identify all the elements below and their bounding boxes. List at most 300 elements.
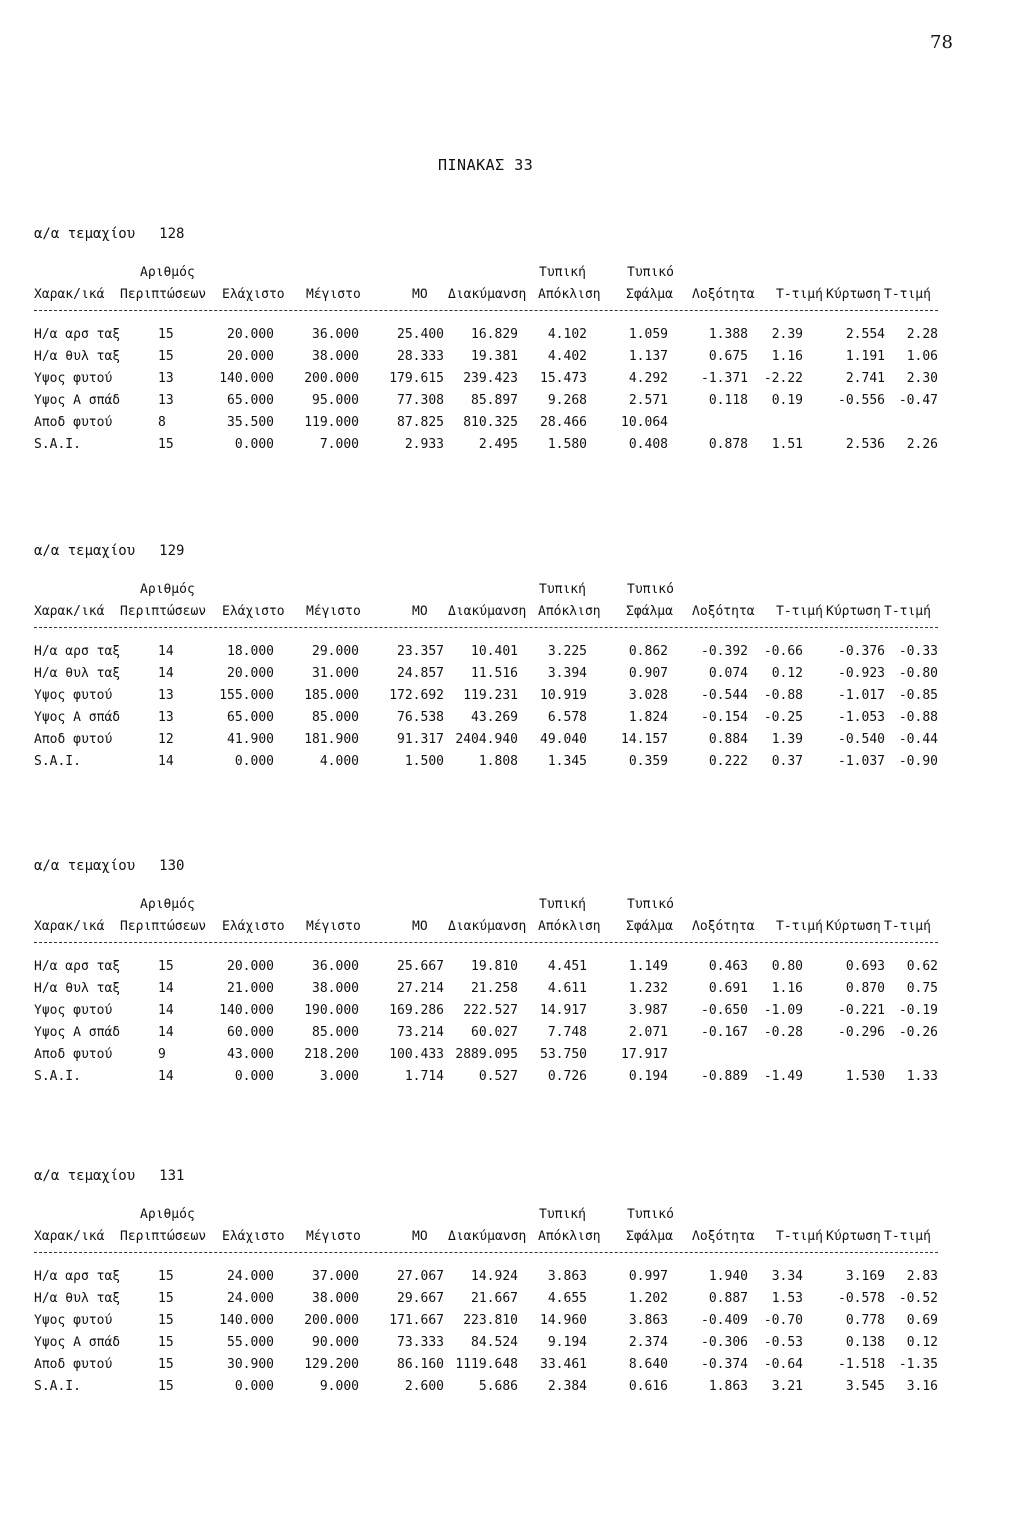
table-cell: 9 xyxy=(158,1047,166,1062)
table-cell: Η/α αρσ ταξ xyxy=(34,644,121,659)
table-cell: -0.374 xyxy=(701,1357,748,1372)
table-cell: 85.897 xyxy=(471,393,518,408)
table-cell: 0.12 xyxy=(771,666,803,681)
table-cell: 24.857 xyxy=(397,666,444,681)
table-cell: 35.500 xyxy=(227,415,274,430)
header-cell: Τυπική xyxy=(539,582,586,597)
header-cell: Αριθμός xyxy=(140,582,195,597)
table-cell: -0.306 xyxy=(701,1335,748,1350)
table-cell: 15 xyxy=(158,1269,174,1284)
table-cell: 2.554 xyxy=(845,327,885,342)
table-cell: 2.39 xyxy=(771,327,803,342)
table-cell: 14 xyxy=(158,1003,174,1018)
table-cell: 3.21 xyxy=(771,1379,803,1394)
table-cell: 91.317 xyxy=(397,732,444,747)
table-row xyxy=(0,371,1024,393)
table-cell: -0.923 xyxy=(838,666,885,681)
table-cell: 1.714 xyxy=(404,1069,444,1084)
table-cell: -0.53 xyxy=(763,1335,803,1350)
table-row xyxy=(0,1379,1024,1401)
table-cell: -0.88 xyxy=(763,688,803,703)
table-cell: -0.221 xyxy=(838,1003,885,1018)
header-cell: Μέγιστο xyxy=(306,604,361,619)
table-row xyxy=(0,688,1024,710)
table-cell: 25.400 xyxy=(397,327,444,342)
table-cell: 1.808 xyxy=(478,754,518,769)
table-cell: 11.516 xyxy=(471,666,518,681)
table-cell: -0.25 xyxy=(763,710,803,725)
table-cell: 9.268 xyxy=(547,393,587,408)
header-cell: Διακύμανση xyxy=(448,604,527,619)
table-cell: 19.381 xyxy=(471,349,518,364)
table-cell: 1.388 xyxy=(708,327,748,342)
header-cell: Τυπική xyxy=(539,897,586,912)
table-cell: 0.222 xyxy=(708,754,748,769)
header-cell: Απόκλιση xyxy=(538,287,601,302)
table-cell: 86.160 xyxy=(397,1357,444,1372)
table-cell: 1.500 xyxy=(404,754,444,769)
table-cell: -0.296 xyxy=(838,1025,885,1040)
table-cell: 1.149 xyxy=(628,959,668,974)
block-title xyxy=(34,226,184,242)
table-cell: 0.887 xyxy=(708,1291,748,1306)
header-cell: Τ-τιμή xyxy=(884,287,931,302)
table-cell: 13 xyxy=(158,688,174,703)
header-cell: Λοξότητα xyxy=(692,604,755,619)
table-cell: 4.451 xyxy=(547,959,587,974)
table-cell: 1.53 xyxy=(771,1291,803,1306)
table-cell: 13 xyxy=(158,393,174,408)
table-cell: 18.000 xyxy=(227,644,274,659)
header-row xyxy=(0,1229,1024,1247)
header-cell: Κύρτωση xyxy=(826,919,881,934)
table-cell: 65.000 xyxy=(227,393,274,408)
header-cell: Αριθμός xyxy=(140,1207,195,1222)
table-cell: -0.19 xyxy=(898,1003,938,1018)
table-cell: 2.83 xyxy=(906,1269,938,1284)
table-cell: 4.611 xyxy=(547,981,587,996)
table-cell: -0.376 xyxy=(838,644,885,659)
table-cell: 129.200 xyxy=(304,1357,359,1372)
table-cell: -0.650 xyxy=(701,1003,748,1018)
header-cell: Μέγιστο xyxy=(306,287,361,302)
table-cell: 21.000 xyxy=(227,981,274,996)
table-cell: 172.692 xyxy=(389,688,444,703)
table-cell: 43.269 xyxy=(471,710,518,725)
table-cell: 33.461 xyxy=(540,1357,587,1372)
table-cell: 100.433 xyxy=(389,1047,444,1062)
table-cell: 65.000 xyxy=(227,710,274,725)
table-cell: -1.518 xyxy=(838,1357,885,1372)
table-cell: 16.829 xyxy=(471,327,518,342)
table-cell: 0.37 xyxy=(771,754,803,769)
table-cell: 36.000 xyxy=(312,959,359,974)
table-cell: 27.067 xyxy=(397,1269,444,1284)
table-cell: Αποδ φυτού xyxy=(34,415,113,430)
table-cell: 14 xyxy=(158,1069,174,1084)
table-cell: 29.000 xyxy=(312,644,359,659)
table-cell: 1.940 xyxy=(708,1269,748,1284)
table-cell: 218.200 xyxy=(304,1047,359,1062)
table-cell: Η/α θυλ ταξ xyxy=(34,1291,121,1306)
table-cell: Η/α αρσ ταξ xyxy=(34,1269,121,1284)
table-cell: -0.154 xyxy=(701,710,748,725)
table-cell: Η/α αρσ ταξ xyxy=(34,959,121,974)
table-cell: 3.16 xyxy=(906,1379,938,1394)
header-cell: Μέγιστο xyxy=(306,1229,361,1244)
table-cell: 1119.648 xyxy=(455,1357,518,1372)
table-cell: 0.408 xyxy=(628,437,668,452)
header-row-top xyxy=(0,897,1024,915)
table-cell: 0.693 xyxy=(845,959,885,974)
table-cell: 14 xyxy=(158,666,174,681)
header-cell: Χαρακ/ικά xyxy=(34,287,105,302)
table-cell: 0.75 xyxy=(906,981,938,996)
table-cell: 169.286 xyxy=(389,1003,444,1018)
table-cell: 20.000 xyxy=(227,959,274,974)
table-cell: 1.06 xyxy=(906,349,938,364)
table-cell: Η/α αρσ ταξ xyxy=(34,327,121,342)
header-cell: Απόκλιση xyxy=(538,1229,601,1244)
table-cell: 185.000 xyxy=(304,688,359,703)
header-row xyxy=(0,604,1024,622)
table-cell: Αποδ φυτού xyxy=(34,732,113,747)
header-cell: Αριθμός xyxy=(140,897,195,912)
table-cell: 140.000 xyxy=(219,371,274,386)
table-cell: 1.137 xyxy=(628,349,668,364)
table-cell: 3.000 xyxy=(319,1069,359,1084)
table-cell: -0.88 xyxy=(898,710,938,725)
header-cell: Τ-τιμή xyxy=(776,604,823,619)
table-cell: 90.000 xyxy=(312,1335,359,1350)
table-cell: 0.870 xyxy=(845,981,885,996)
table-cell: -0.90 xyxy=(898,754,938,769)
table-cell: 73.333 xyxy=(397,1335,444,1350)
table-cell: Υψος φυτού xyxy=(34,1003,113,1018)
table-cell: Υψος Α σπάδ xyxy=(34,710,121,725)
table-cell: 6.578 xyxy=(547,710,587,725)
header-row-top xyxy=(0,1207,1024,1225)
header-cell: Τυπικό xyxy=(627,1207,674,1222)
table-row xyxy=(0,666,1024,688)
page-number: 78 xyxy=(930,32,953,53)
table-cell: 3.028 xyxy=(628,688,668,703)
header-cell: Τυπική xyxy=(539,265,586,280)
table-cell: 1.51 xyxy=(771,437,803,452)
block-number: 129 xyxy=(159,543,185,559)
table-cell: 0.997 xyxy=(628,1269,668,1284)
table-cell: 1.059 xyxy=(628,327,668,342)
header-cell: ΜΟ xyxy=(412,604,428,619)
table-row xyxy=(0,393,1024,415)
table-row xyxy=(0,644,1024,666)
table-cell: -0.52 xyxy=(898,1291,938,1306)
table-cell: -0.392 xyxy=(701,644,748,659)
table-row xyxy=(0,349,1024,371)
header-row xyxy=(0,919,1024,937)
table-cell: 13 xyxy=(158,710,174,725)
dashed-rule xyxy=(34,942,938,943)
block-number: 130 xyxy=(159,858,185,874)
table-cell: 0.691 xyxy=(708,981,748,996)
table-cell: 0.000 xyxy=(234,1069,274,1084)
table-row xyxy=(0,327,1024,349)
table-cell: 0.463 xyxy=(708,959,748,974)
header-cell: Λοξότητα xyxy=(692,287,755,302)
table-cell: 14.917 xyxy=(540,1003,587,1018)
table-cell: 60.000 xyxy=(227,1025,274,1040)
table-cell: -0.64 xyxy=(763,1357,803,1372)
table-cell: 27.214 xyxy=(397,981,444,996)
table-cell: 14 xyxy=(158,754,174,769)
table-cell: 8 xyxy=(158,415,166,430)
table-cell: 1.824 xyxy=(628,710,668,725)
table-cell: 8.640 xyxy=(628,1357,668,1372)
table-cell: 15 xyxy=(158,327,174,342)
table-cell: 810.325 xyxy=(463,415,518,430)
table-cell: 140.000 xyxy=(219,1003,274,1018)
header-cell: Σφάλμα xyxy=(626,287,673,302)
block-title xyxy=(34,1168,184,1184)
header-cell: Κύρτωση xyxy=(826,604,881,619)
table-cell: 1.530 xyxy=(845,1069,885,1084)
table-cell: 0.80 xyxy=(771,959,803,974)
table-cell: S.A.I. xyxy=(34,437,81,452)
header-cell: Αριθμός xyxy=(140,265,195,280)
header-cell: Τ-τιμή xyxy=(776,1229,823,1244)
header-cell: Ελάχιστο xyxy=(222,287,285,302)
table-cell: -0.167 xyxy=(701,1025,748,1040)
table-cell: 2.600 xyxy=(404,1379,444,1394)
table-cell: 15.473 xyxy=(540,371,587,386)
table-cell: 2.495 xyxy=(478,437,518,452)
header-cell: Χαρακ/ικά xyxy=(34,604,105,619)
table-cell: Αποδ φυτού xyxy=(34,1047,113,1062)
header-row-top xyxy=(0,265,1024,283)
table-cell: S.A.I. xyxy=(34,754,81,769)
table-cell: 20.000 xyxy=(227,327,274,342)
header-cell: Χαρακ/ικά xyxy=(34,1229,105,1244)
table-cell: Υψος Α σπάδ xyxy=(34,1335,121,1350)
table-cell: 3.987 xyxy=(628,1003,668,1018)
header-row-top xyxy=(0,582,1024,600)
table-cell: 4.102 xyxy=(547,327,587,342)
table-cell: 0.675 xyxy=(708,349,748,364)
header-cell: Τυπικό xyxy=(627,265,674,280)
table-cell: 4.402 xyxy=(547,349,587,364)
table-cell: 85.000 xyxy=(312,1025,359,1040)
header-cell: Τ-τιμή xyxy=(776,919,823,934)
table-cell: 20.000 xyxy=(227,666,274,681)
table-cell: 3.545 xyxy=(845,1379,885,1394)
table-title: ΠΙΝΑΚΑΣ 33 xyxy=(438,156,534,174)
table-cell: 14.157 xyxy=(621,732,668,747)
table-cell: 0.000 xyxy=(234,754,274,769)
table-row xyxy=(0,1291,1024,1313)
table-cell: 14 xyxy=(158,1025,174,1040)
table-row xyxy=(0,754,1024,776)
block-title xyxy=(34,543,184,559)
table-cell: 85.000 xyxy=(312,710,359,725)
table-cell: -0.578 xyxy=(838,1291,885,1306)
table-cell: 36.000 xyxy=(312,327,359,342)
table-cell: 0.12 xyxy=(906,1335,938,1350)
table-cell: 222.527 xyxy=(463,1003,518,1018)
table-cell: -2.22 xyxy=(763,371,803,386)
table-cell: 2.384 xyxy=(547,1379,587,1394)
table-cell: 200.000 xyxy=(304,371,359,386)
table-cell: Υψος φυτού xyxy=(34,1313,113,1328)
table-cell: 41.900 xyxy=(227,732,274,747)
table-cell: S.A.I. xyxy=(34,1379,81,1394)
table-cell: 200.000 xyxy=(304,1313,359,1328)
table-cell: Η/α θυλ ταξ xyxy=(34,666,121,681)
table-cell: 60.027 xyxy=(471,1025,518,1040)
table-cell: 9.194 xyxy=(547,1335,587,1350)
table-row xyxy=(0,1335,1024,1357)
table-cell: -0.409 xyxy=(701,1313,748,1328)
table-cell: 53.750 xyxy=(540,1047,587,1062)
table-cell: 2.741 xyxy=(845,371,885,386)
table-cell: -1.49 xyxy=(763,1069,803,1084)
table-cell: 0.778 xyxy=(845,1313,885,1328)
table-cell: 4.292 xyxy=(628,371,668,386)
header-cell: Τ-τιμή xyxy=(884,604,931,619)
table-cell: -1.053 xyxy=(838,710,885,725)
table-cell: 3.225 xyxy=(547,644,587,659)
table-cell: 2404.940 xyxy=(455,732,518,747)
table-cell: 14.960 xyxy=(540,1313,587,1328)
table-cell: 2.26 xyxy=(906,437,938,452)
table-cell: 1.580 xyxy=(547,437,587,452)
header-cell: ΜΟ xyxy=(412,919,428,934)
table-cell: 3.34 xyxy=(771,1269,803,1284)
table-cell: -0.70 xyxy=(763,1313,803,1328)
table-cell: 15 xyxy=(158,1291,174,1306)
table-cell: 38.000 xyxy=(312,1291,359,1306)
table-cell: Υψος φυτού xyxy=(34,688,113,703)
table-cell: 0.862 xyxy=(628,644,668,659)
table-cell: 3.863 xyxy=(628,1313,668,1328)
table-cell: 10.401 xyxy=(471,644,518,659)
table-cell: 76.538 xyxy=(397,710,444,725)
table-cell: 12 xyxy=(158,732,174,747)
header-cell: Απόκλιση xyxy=(538,919,601,934)
table-cell: Η/α θυλ ταξ xyxy=(34,349,121,364)
table-cell: 31.000 xyxy=(312,666,359,681)
table-cell: 15 xyxy=(158,1335,174,1350)
table-cell: 3.394 xyxy=(547,666,587,681)
table-cell: 24.000 xyxy=(227,1291,274,1306)
table-cell: 140.000 xyxy=(219,1313,274,1328)
table-cell: 0.19 xyxy=(771,393,803,408)
table-cell: 3.169 xyxy=(845,1269,885,1284)
table-cell: 0.62 xyxy=(906,959,938,974)
table-cell: 0.074 xyxy=(708,666,748,681)
table-cell: 0.69 xyxy=(906,1313,938,1328)
table-cell: 28.333 xyxy=(397,349,444,364)
table-cell: -0.66 xyxy=(763,644,803,659)
table-cell: 28.466 xyxy=(540,415,587,430)
table-cell: -0.80 xyxy=(898,666,938,681)
table-cell: 0.359 xyxy=(628,754,668,769)
dashed-rule xyxy=(34,627,938,628)
table-cell: 0.194 xyxy=(628,1069,668,1084)
table-cell: -0.889 xyxy=(701,1069,748,1084)
header-cell: Τ-τιμή xyxy=(776,287,823,302)
table-cell: 38.000 xyxy=(312,349,359,364)
table-cell: 2.30 xyxy=(906,371,938,386)
table-row xyxy=(0,1357,1024,1379)
table-cell: 37.000 xyxy=(312,1269,359,1284)
table-cell: Υψος φυτού xyxy=(34,371,113,386)
table-cell: 30.900 xyxy=(227,1357,274,1372)
table-cell: 29.667 xyxy=(397,1291,444,1306)
table-cell: 17.917 xyxy=(621,1047,668,1062)
table-cell: -0.540 xyxy=(838,732,885,747)
table-cell: -1.037 xyxy=(838,754,885,769)
table-cell: 2.536 xyxy=(845,437,885,452)
table-cell: 10.064 xyxy=(621,415,668,430)
table-cell: 0.527 xyxy=(478,1069,518,1084)
table-cell: 0.000 xyxy=(234,1379,274,1394)
table-cell: 43.000 xyxy=(227,1047,274,1062)
table-cell: 3.863 xyxy=(547,1269,587,1284)
table-cell: 1.39 xyxy=(771,732,803,747)
table-cell: 2889.095 xyxy=(455,1047,518,1062)
table-cell: 10.919 xyxy=(540,688,587,703)
header-cell: Διακύμανση xyxy=(448,287,527,302)
stats-table-block xyxy=(0,1168,1024,1468)
header-cell: ΜΟ xyxy=(412,1229,428,1244)
header-cell: Τ-τιμή xyxy=(884,1229,931,1244)
dashed-rule xyxy=(34,310,938,311)
table-cell: 119.000 xyxy=(304,415,359,430)
table-cell: -0.544 xyxy=(701,688,748,703)
table-cell: -0.556 xyxy=(838,393,885,408)
header-cell: Διακύμανση xyxy=(448,1229,527,1244)
header-cell: Περιπτώσεων xyxy=(120,1229,207,1244)
table-cell: 119.231 xyxy=(463,688,518,703)
block-number: 131 xyxy=(159,1168,185,1184)
block-number: 128 xyxy=(159,226,185,242)
table-cell: Αποδ φυτού xyxy=(34,1357,113,1372)
block-label: α/α τεμαχίου xyxy=(34,543,136,559)
block-label: α/α τεμαχίου xyxy=(34,226,136,242)
table-cell: 190.000 xyxy=(304,1003,359,1018)
header-cell: Ελάχιστο xyxy=(222,1229,285,1244)
header-cell: Ελάχιστο xyxy=(222,919,285,934)
table-cell: 1.202 xyxy=(628,1291,668,1306)
table-row xyxy=(0,1025,1024,1047)
table-cell: 2.071 xyxy=(628,1025,668,1040)
table-cell: 0.616 xyxy=(628,1379,668,1394)
header-cell: Μέγιστο xyxy=(306,919,361,934)
header-cell: Απόκλιση xyxy=(538,604,601,619)
header-cell: Λοξότητα xyxy=(692,919,755,934)
table-cell: 15 xyxy=(158,1357,174,1372)
table-cell: 0.118 xyxy=(708,393,748,408)
table-cell: 9.000 xyxy=(319,1379,359,1394)
header-cell: Περιπτώσεων xyxy=(120,919,207,934)
table-cell: 13 xyxy=(158,371,174,386)
header-cell: Διακύμανση xyxy=(448,919,527,934)
table-cell: 0.884 xyxy=(708,732,748,747)
table-cell: 1.232 xyxy=(628,981,668,996)
header-cell: Περιπτώσεων xyxy=(120,604,207,619)
dashed-rule xyxy=(34,1252,938,1253)
stats-table-block xyxy=(0,858,1024,1158)
